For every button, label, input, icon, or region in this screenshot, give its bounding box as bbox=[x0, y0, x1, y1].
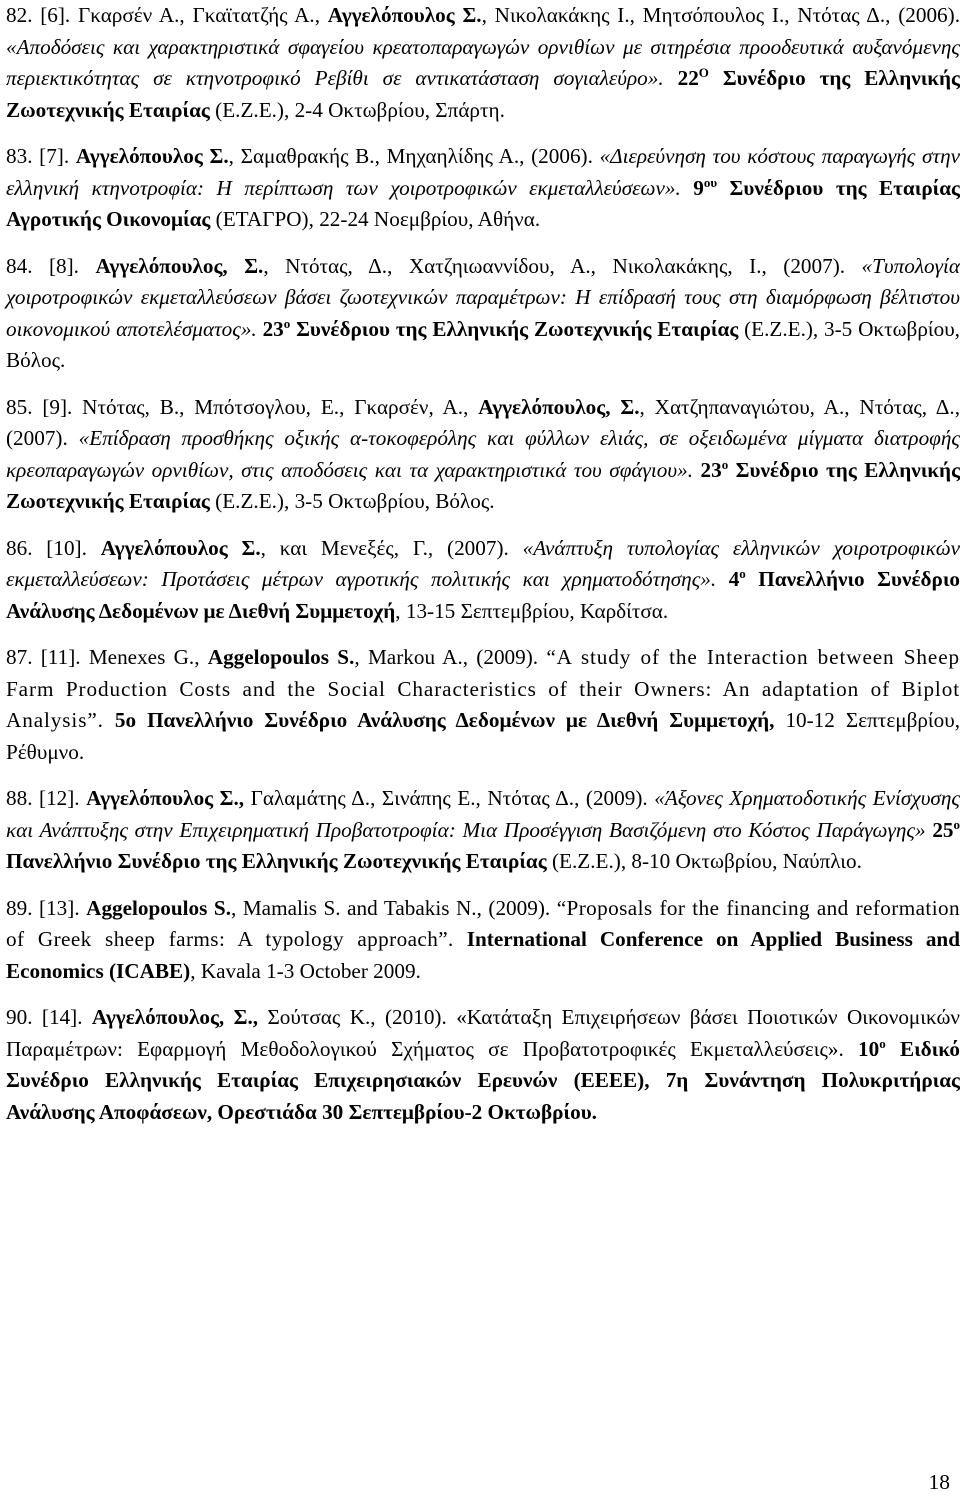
reference-text-run: 82. [6]. Γκαρσέν Α., Γκαϊτατζής Α., bbox=[6, 3, 328, 27]
reference-text-run: ο bbox=[953, 816, 960, 832]
reference-text-run: Αγγελόπουλος Σ., bbox=[86, 786, 245, 810]
reference-text-run: 87. [11]. Menexes G., bbox=[6, 645, 208, 669]
reference-text-run bbox=[664, 66, 678, 90]
reference-text-run: 90. [14]. bbox=[6, 1005, 92, 1029]
reference-text-run: Γαλαμάτης Δ., Σινάπης Ε., Ντότας Δ., (2009). bbox=[244, 786, 655, 810]
reference-text-run: “Proposals for the financing and reformation of Greek sheep farms: A typology approach”. bbox=[6, 895, 960, 951]
reference-text-run: 86. [10]. bbox=[6, 535, 101, 560]
reference-text-run: Πανελλήνιο Συνέδριο Ανάλυσης Δεδομένων με Διεθνή Συμμετοχή bbox=[6, 567, 960, 623]
reference-text-run: «Διερεύνηση του κόστους παραγωγής στην ελληνική κτηνοτροφία: Η περίπτωση των χοιροτροφικών εκμεταλλεύσεων». bbox=[6, 144, 960, 200]
reference-text-run: Ειδικό Συνέδριο Ελληνικής Εταιρίας Επιχειρησιακών Ερευνών (ΕΕΕΕ), 7η Συνάντηση Πολυκριτήριας Ανάλυσης Αποφάσεων, Ορεστιάδα 30 Σεπτεμβρίου-2 Οκτωβρίου. bbox=[6, 1036, 960, 1124]
reference-text-run: «Άξονες Χρηματοδοτικής Ενίσχυσης και Ανάπτυξης στην Επιχειρηματική Προβατοτροφία: Μια Προσέγγιση Βασιζόμενη στο Κόστος Παράγωγης» bbox=[6, 786, 960, 842]
reference-text-run: , Markou A., (2009). bbox=[354, 645, 547, 669]
reference-text-run: Αγγελόπουλος, Σ., bbox=[91, 1005, 259, 1029]
reference-text-run: 10 bbox=[858, 1036, 880, 1061]
reference-text-run: Αγγελόπουλος, Σ. bbox=[478, 394, 640, 419]
reference-text-run: International Conference on Applied Business and Economics (ICABE) bbox=[6, 927, 960, 983]
reference-text-run: Αγγελόπουλος Σ. bbox=[75, 144, 229, 168]
reference-text-run: 10-12 Σεπτεμβρίου, Ρέθυμνο. bbox=[6, 708, 960, 764]
reference-text-run: 25 bbox=[932, 817, 954, 842]
reference-text-run: ου bbox=[703, 174, 718, 190]
reference-text-run: Πανελλήνιο Συνέδριο της Ελληνικής Ζωοτεχνικής Εταιρίας bbox=[6, 849, 547, 873]
reference-text-run: Συνέδριο της Ελληνικής Ζωοτεχνικής Εταιρίας bbox=[6, 66, 960, 122]
page-number: 18 bbox=[928, 1470, 950, 1494]
reference-text-run: «Αποδόσεις και χαρακτηριστικά σφαγείου κρεατοπαραγωγών ορνιθίων με σιτηρέσια προοδευτικά αυξανόμενης περιεκτικότητας σε κτηνοτροφικό Ρεβίθι σε αντικατάσταση σογιαλεύρο». bbox=[6, 34, 960, 90]
reference-text-run: 88. [12]. bbox=[6, 786, 87, 810]
reference-text-run: Αγγελόπουλος, Σ. bbox=[95, 253, 264, 278]
reference-90 bbox=[6, 1002, 960, 1128]
reference-text-run: Σούτσας Κ., (2010). «Κατάταξη Επιχειρήσεων βάσει Ποιοτικών Οικονομικών Παραμέτρων: Εφαρμογή Μεθοδολογικού Σχήματος σε Προβατοτροφικές Εκμεταλλεύσεις». bbox=[6, 1005, 960, 1061]
reference-text-run: , Χατζηπαναγιώτου, Α., Ντότας, Δ., (2007). bbox=[6, 394, 960, 450]
reference-text-run: 4 bbox=[728, 567, 740, 591]
reference-text-run: ο bbox=[879, 1035, 886, 1051]
reference-text-run: (ΕΤΑΓΡΟ), 22-24 Νοεμβρίου, Αθήνα. bbox=[210, 207, 541, 231]
reference-text-run: Συνέδριο της Ελληνικής Ζωοτεχνικής Εταιρίας bbox=[6, 457, 960, 513]
reference-82 bbox=[6, 0, 960, 126]
reference-83 bbox=[6, 141, 960, 236]
reference-text-run: “A study of the Interaction between Sheep Farm Production Costs and the Social Characteristics of their Owners: An adaptation of Biplot Analysis”. bbox=[6, 645, 960, 732]
reference-text-run: (Ε.Ζ.Ε.), 8-10 Οκτωβρίου, Ναύπλιο. bbox=[546, 849, 862, 873]
reference-text-run: 9 bbox=[693, 175, 704, 200]
reference-84 bbox=[6, 251, 960, 377]
reference-text-run: (Ε.Ζ.Ε.), 2-4 Οκτωβρίου, Σπάρτη. bbox=[209, 97, 505, 122]
reference-text-run: , Kavala 1-3 October 2009. bbox=[190, 958, 421, 983]
reference-text-run: «Επίδραση προσθήκης οξικής α-τοκοφερόλης και φύλλων ελιάς, σε οξειδωμένα μίγματα διατροφής κρεοπαραγωγών ορνιθίων, στις αποδόσεις και τα χαρακτηριστικά του σφάγιου». bbox=[6, 426, 960, 482]
reference-text-run: 22 bbox=[677, 66, 699, 90]
reference-89 bbox=[6, 893, 960, 988]
reference-85 bbox=[6, 392, 960, 518]
reference-86 bbox=[6, 533, 960, 628]
reference-text-run: 83. [7]. bbox=[6, 144, 76, 168]
reference-text-run: «Τυπολογία χοιροτροφικών εκμεταλλεύσεων βάσει ζωοτεχνικών παραμέτρων: Η επίδρασή τους στη διαμόρφωση βέλτιστου οικονομικού αποτελέσματος». bbox=[6, 253, 960, 341]
reference-text-run: , Ντότας, Δ., Χατζηιωαννίδου, Α., Νικολακάκης, Ι., (2007). bbox=[263, 253, 862, 278]
reference-text-run: , και Μενεξές, Γ., (2007). bbox=[260, 535, 523, 560]
reference-88 bbox=[6, 783, 960, 878]
reference-text-run: Αγγελόπουλος Σ. bbox=[100, 535, 261, 560]
reference-text-run bbox=[454, 927, 467, 951]
reference-text-run: , Σαμαθρακής Β., Μηχαηλίδης Α., (2006). bbox=[228, 144, 600, 168]
reference-text-run: 23 bbox=[262, 316, 284, 341]
reference-text-run: «Ανάπτυξη τυπολογίας ελληνικών χοιροτροφικών εκμεταλλεύσεων: Προτάσεις μέτρων αγροτικής πολιτικής και χρηματοδότησης». bbox=[6, 535, 960, 591]
reference-text-run bbox=[104, 708, 115, 732]
reference-text-run: (Ε.Ζ.Ε.), 3-5 Οκτωβρίου, Βόλος. bbox=[209, 489, 495, 513]
reference-text-run bbox=[716, 567, 729, 591]
reference-text-run: Ο bbox=[698, 64, 709, 80]
reference-text-run: 89. [13]. bbox=[6, 895, 87, 920]
reference-text-run: (Ε.Ζ.Ε.), 3-5 Οκτωβρίου, Βόλος. bbox=[6, 316, 960, 372]
reference-list bbox=[6, 0, 960, 1128]
reference-87 bbox=[6, 642, 960, 768]
reference-text-run: Συνέδριου της Εταιρίας Αγροτικής Οικονομίας bbox=[6, 175, 960, 231]
reference-text-run bbox=[693, 458, 701, 482]
reference-text-run: , Νικολακάκης Ι., Μητσόπουλος Ι., Ντότας Δ., (2006). bbox=[481, 3, 960, 27]
reference-text-run: Αγγελόπουλος Σ. bbox=[327, 3, 482, 27]
reference-text-run: ο bbox=[739, 565, 746, 581]
reference-text-run: , 13-15 Σεπτεμβρίου, Καρδίτσα. bbox=[395, 598, 669, 623]
reference-text-run: 84. [8]. bbox=[6, 253, 96, 278]
reference-text-run: 23 bbox=[700, 457, 722, 482]
reference-text-run: Aggelopoulos S. bbox=[207, 645, 355, 669]
reference-text-run: , Mamalis S. and Tabakis N., (2009). bbox=[231, 895, 557, 920]
reference-text-run: ο bbox=[283, 315, 291, 331]
reference-text-run bbox=[681, 176, 693, 200]
reference-text-run: 5ο Πανελλήνιο Συνέδριο Ανάλυσης Δεδομένων με Διεθνή Συμμετοχή, bbox=[114, 708, 775, 732]
reference-text-run: ο bbox=[721, 456, 729, 472]
reference-text-run: 85. [9]. Ντότας, Β., Μπότσογλου, Ε., Γκαρσέν, Α., bbox=[6, 394, 479, 419]
reference-text-run: Συνέδριου της Ελληνικής Ζωοτεχνικής Εταιρίας bbox=[290, 316, 739, 341]
reference-text-run: Aggelopoulos S. bbox=[86, 895, 232, 920]
